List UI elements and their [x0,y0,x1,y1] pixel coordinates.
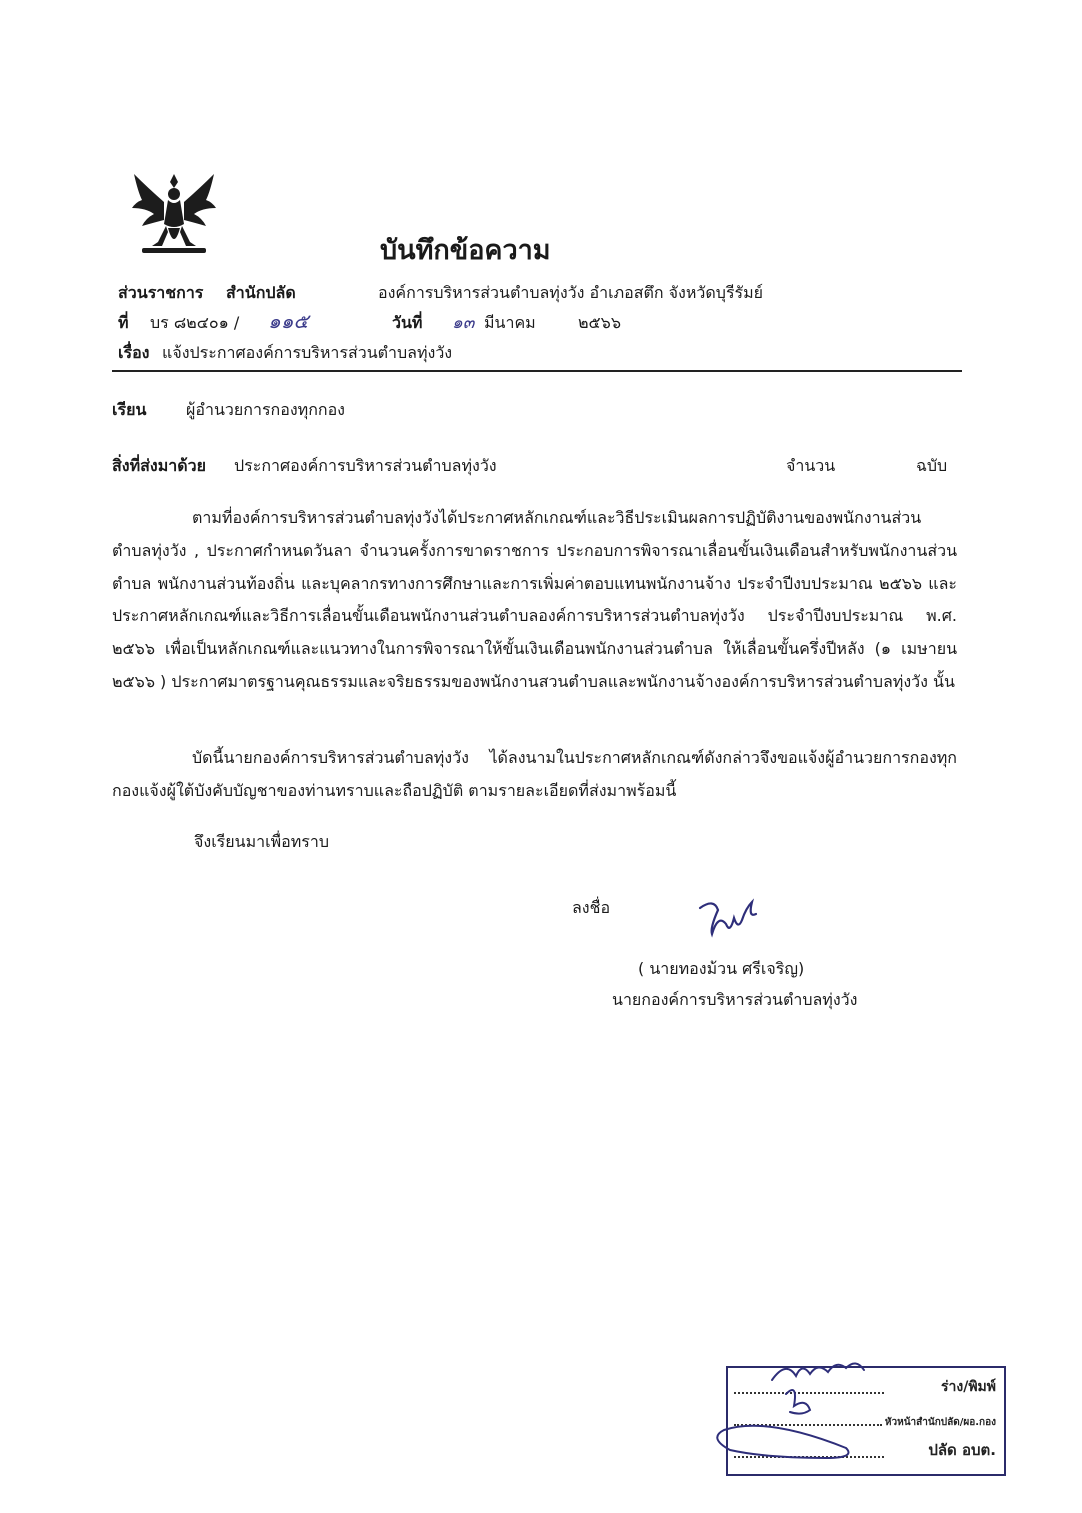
stamp-clerk-label: ปลัด อบต. [928,1441,996,1459]
handwritten-signature [696,894,766,940]
agency-label: ส่วนราชการ [118,283,204,302]
garuda-emblem-icon [128,168,220,260]
document-title: บันทึกข้อความ [380,235,551,266]
subject-label: เรื่อง [118,343,150,362]
enclosure-text: ประกาศองค์การบริหารส่วนตำบลทุ่งวัง [234,456,497,475]
stamp-drafter-label: ร่าง/พิมพ์ [940,1379,996,1395]
to-text: ผู้อำนวยการกองทุกกอง [186,400,345,419]
date-month: มีนาคม [484,313,536,332]
enclosure-label: สิ่งที่ส่งมาด้วย [112,456,206,475]
ref-handwritten-number: ๑๑๕ [268,309,309,333]
to-label: เรียน [112,400,147,419]
sign-label: ลงชื่อ [572,898,611,917]
signer-name: ( นายทองม้วน ศรีเจริญ) [638,959,805,978]
ref-number: บร ๘๒๔๐๑ / [150,313,240,332]
stamp-head-label: หัวหน้าสำนักปลัด/ผอ.กอง [884,1417,996,1428]
closing-text: จึงเรียนมาเพื่อทราบ [194,832,329,851]
date-label: วันที่ [392,313,423,332]
signer-position: นายกองค์การบริหารส่วนตำบลทุ่งวัง [612,990,858,1009]
date-year: ๒๕๖๖ [578,313,621,332]
copies-label: ฉบับ [916,456,948,475]
ref-label: ที่ [118,313,129,332]
agency-org: องค์การบริหารส่วนตำบลทุ่งวัง อำเภอสตึก จังหวัดบุรีรัมย์ [378,283,764,302]
amount-label: จำนวน [786,456,836,475]
handwritten-initials [706,1354,896,1474]
header-divider [112,370,962,372]
subject-text: แจ้งประกาศองค์การบริหารส่วนตำบลทุ่งวัง [162,343,453,362]
agency-dept: สำนักปลัด [226,283,296,302]
body-paragraph-1: ตามที่องค์การบริหารส่วนตำบลทุ่งวังได้ประกาศหลักเกณฑ์และวิธีประเมินผลการปฏิบัติงานของพนักงานส่วนตำบลทุ่งวัง , ประกาศกำหนดวันลา จำนวนครั้งการขาดราชการ ประกอบการพิจารณาเลื่อนขั้นเงินเดือนสำหรับพนักงานส่วนตำบล พนักงานส่วนท้องถิ่น และบุคลากรทางการศึกษาและการเพิ่มค่าตอบแทนพนักงานจ้าง ประจำปีงบประมาณ ๒๕๖๖ และประกาศหลักเกณฑ์และวิธีการเลื่อนขั้นเดือนพนักงานส่วนตำบลองค์การบริหารส่วนตำบลทุ่งวัง ประจำปีงบประมาณ พ.ศ. ๒๕๖๖ เพื่อเป็นหลักเกณฑ์และแนวทางในการพิจารณาให้ขั้นเงินเดือนพนักงานส่วนตำบล ให้เลื่อนขั้นครึ่งปีหลัง (๑ เมษายน ๒๕๖๖ ) ประกาศมาตรฐานคุณธรรมและจริยธรรมของพนักงานสวนตำบลและพนักงานจ้างองค์การบริหารส่วนตำบลทุ่งวัง นั้น [112,508,957,691]
body-paragraph-2: บัดนี้นายกองค์การบริหารส่วนตำบลทุ่งวัง ได้ลงนามในประกาศหลักเกณฑ์ดังกล่าวจึงขอแจ้งผู้อำนวยการกองทุกกองแจ้งผู้ใต้บังคับบัญชาของท่านทราบและถือปฏิบัติ ตามรายละเอียดที่ส่งมาพร้อมนี้ [112,748,957,800]
date-day: ๑๓ [452,313,475,333]
